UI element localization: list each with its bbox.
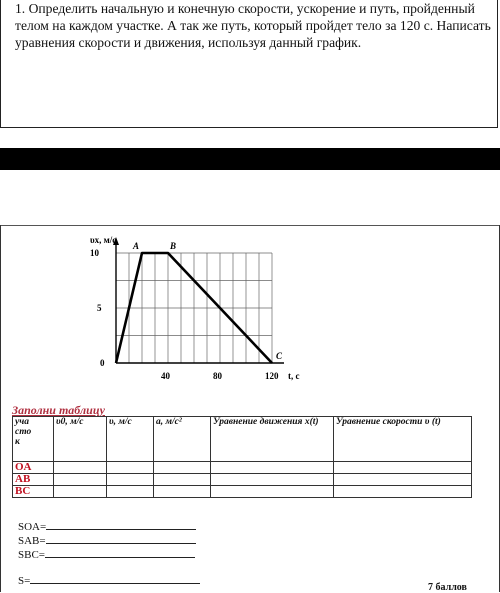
sum-oa-label: SOA= [18,521,47,533]
row-label-ab: AB [13,474,54,486]
origin-label: 0 [100,358,105,368]
cell-input[interactable] [334,462,472,474]
sum-bc-label: SBC= [18,549,45,561]
header-motion-eq: Уравнение движения x(t) [211,417,334,462]
y-axis-label: υx, м/с [90,235,117,245]
x-tick-label: 40 [161,371,170,381]
cell-input[interactable] [334,474,472,486]
sum-total-line[interactable] [18,573,200,587]
score-label: 7 баллов [428,582,467,593]
sum-total-label: S= [18,575,31,587]
table-row [13,474,472,486]
point-label: B [170,241,177,251]
sum-bc-line[interactable] [18,547,195,561]
cell-input[interactable] [334,486,472,498]
table-row [13,486,472,498]
sum-ab-line[interactable] [18,533,196,547]
cell-input[interactable] [211,462,334,474]
fill-table [12,416,472,498]
cell-input[interactable] [107,462,154,474]
cell-input[interactable] [211,486,334,498]
row-label-bc: BC [13,486,54,498]
cell-input[interactable] [154,486,211,498]
sum-oa-line[interactable] [18,519,196,533]
cell-input[interactable] [154,474,211,486]
x-tick-label: 120 [265,371,279,381]
x-tick-label: 80 [213,371,222,381]
header-velocity-eq: Уравнение скорости υ (t) [334,417,472,462]
header-v: υ, м/с [107,417,154,462]
cell-input[interactable] [107,486,154,498]
velocity-time-chart [50,228,350,388]
cell-input[interactable] [54,462,107,474]
table-title: Заполни таблицу [12,403,105,417]
chart-axes [113,237,284,363]
task-box [0,0,498,128]
point-label: A [133,241,140,251]
row-label-oa: OA [13,462,54,474]
cell-input[interactable] [154,462,211,474]
table-header-row [13,417,472,462]
point-label: C [276,351,283,361]
x-axis-label: t, с [288,371,300,381]
task-text: 1. Определить начальную и конечную скорости, ускорение и путь, пройденный телом на каждом участке. А так же путь, который пройдет тело за 120 с. Написать уравнения скорости и движения, используя данный график. [15,1,491,50]
y-tick-label: 10 [90,248,99,258]
header-a: a, м/с² [154,417,211,462]
separator-band [0,148,500,170]
cell-input[interactable] [107,474,154,486]
sum-ab-label: SAB= [18,535,46,547]
table-row [13,462,472,474]
cell-input[interactable] [54,486,107,498]
header-v0: υ0, м/с [54,417,107,462]
cell-input[interactable] [211,474,334,486]
cell-input[interactable] [54,474,107,486]
y-tick-label: 5 [97,303,102,313]
header-segment: уча сто к [13,417,54,462]
